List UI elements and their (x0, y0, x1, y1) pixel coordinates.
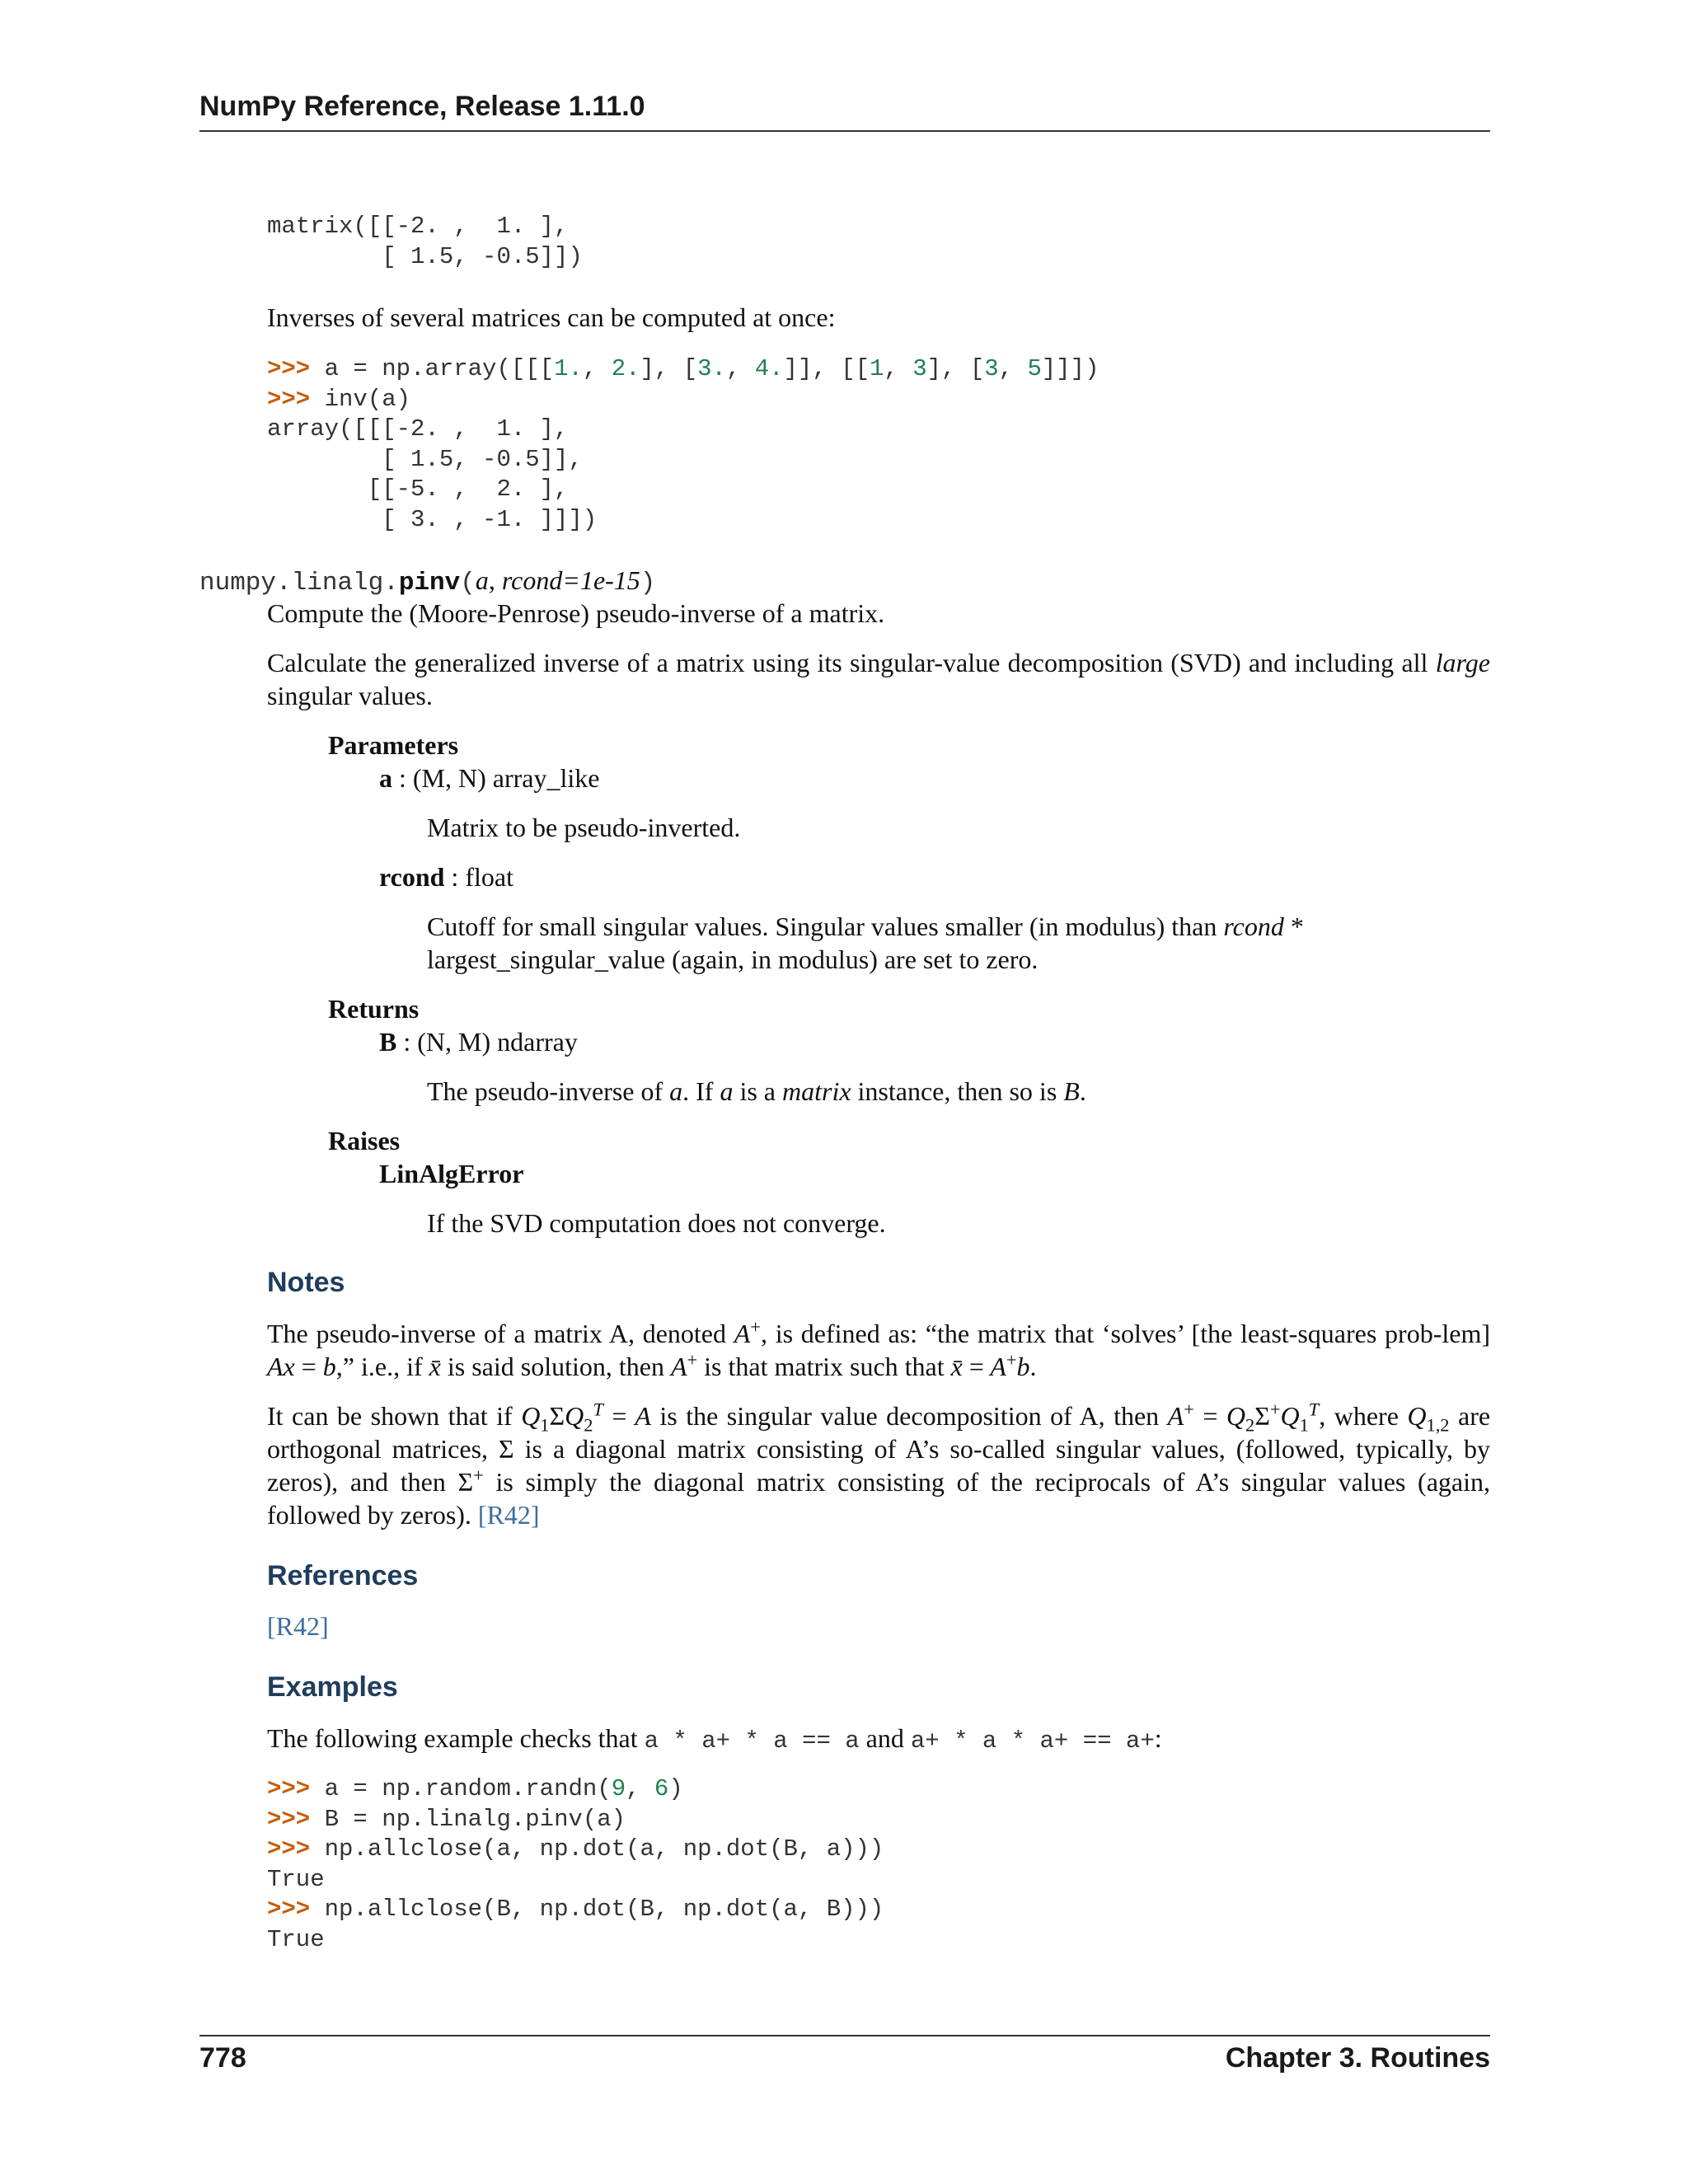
raises-error-description: If the SVD computation does not converge. (427, 1208, 886, 1238)
notes-paragraph-1: The pseudo-inverse of a matrix A, denoted A+, is defined as: “the matrix that ‘solves’ [the least-squares prob-lem] Ax = b,” i.e., if x̄ is said solution, then A+ is that matrix such that x̄ = A+b. (267, 1316, 1490, 1381)
reference-link-r42[interactable]: [R42] (267, 1611, 329, 1641)
code-output-line: True (267, 1925, 325, 1953)
raises-heading: Raises (328, 1126, 401, 1155)
param-a: a : (M, N) array_like (379, 763, 600, 793)
raises-error-name: LinAlgError (379, 1159, 524, 1188)
code-block-pinv-example: >>> a = np.random.randn(9, 6) >>> B = np.linalg.pinv(a) >>> np.allclose(a, np.dot(a, np.dot(B, a))) True >>> np.allclose(B, np.dot(B, np.dot(a, B))) True (267, 1775, 884, 1953)
param-rcond-description: Cutoff for small singular values. Singular values smaller (in modulus) than rcond * largest_singular_value (again, in modulus) are set to zero. (427, 912, 1304, 974)
footer-rule (199, 2035, 1490, 2036)
returns-heading: Returns (328, 994, 420, 1024)
code-block-inv-example: >>> a = np.array([[[1., 2.], [3., 4.]], [[1, 3], [3, 5]]]) >>> inv(a) array([[[-2. , 1. ], [ 1.5, -0.5]], [[-5. , 2. ], [ 3. , -1. ]]]) (267, 355, 1100, 533)
citation-link-r42[interactable]: [R42] (477, 1500, 540, 1530)
parameters-heading: Parameters (328, 730, 459, 760)
intro-paragraph: Inverses of several matrices can be computed at once: (267, 302, 836, 332)
header-rule (199, 130, 1490, 132)
code-output-line: [ 1.5, -0.5]], (267, 445, 583, 473)
reference-entry (267, 1610, 329, 1643)
code-output-line: [ 3. , -1. ]]]) (267, 505, 598, 533)
running-header-title: NumPy Reference, Release 1.11.0 (199, 91, 645, 122)
code-prompt: >>> (267, 1835, 311, 1863)
param-a-description: Matrix to be pseudo-inverted. (427, 813, 741, 842)
code-output-line: array([[[-2. , 1. ], (267, 415, 569, 443)
code-block-matrix-output (267, 212, 583, 272)
param-rcond: rcond : float (379, 862, 513, 892)
notes-paragraph-2: It can be shown that if $Q_1\Sigma Q_2^T = A$ is the singular value decomposition of A, then $A^+ = Q_2\Sigma^+Q_1^T$, where $Q_{1,2}$ are orthogonal matrices, Σ is a diagonal matrix consisting of A’s so-called singular values, (followed, typically, by zeros), and then Σ+ is simply the diagonal matrix consisting of the reciprocals of A’s singular values (again, followed by zeros). [R42] (267, 1399, 1491, 1530)
chapter-title: Chapter 3. Routines (1225, 2042, 1490, 2074)
return-b: B : (N, M) ndarray (379, 1027, 578, 1057)
code-prompt: >>> (267, 1896, 311, 1923)
code-prompt: >>> (267, 1775, 311, 1802)
function-description: Calculate the generalized inverse of a matrix using its singular-value decomposition (SVD) and including all large singular values. (267, 648, 1490, 710)
return-b-description: The pseudo-inverse of a. If a is a matrix instance, then so is B. (427, 1076, 1086, 1106)
code-output-line: True (267, 1865, 325, 1893)
code-line: matrix([[-2. , 1. ], (267, 213, 569, 240)
code-line: [ 1.5, -0.5]]) (267, 242, 583, 270)
examples-intro: The following example checks that a * a+ * a == a and a+ * a * a+ == a+: (267, 1723, 1162, 1755)
code-output-line: [[-5. , 2. ], (267, 476, 569, 503)
notes-heading: Notes (267, 1267, 345, 1298)
code-prompt: >>> (267, 355, 311, 382)
code-prompt: >>> (267, 1805, 311, 1833)
function-signature: numpy.linalg.pinv(a, rcond=1e-15) (199, 565, 656, 598)
page-number: 778 (199, 2042, 246, 2074)
function-name: pinv (398, 569, 461, 598)
references-heading: References (267, 1560, 419, 1591)
examples-heading: Examples (267, 1671, 398, 1703)
function-summary: Compute the (Moore-Penrose) pseudo-inverse of a matrix. (267, 598, 885, 628)
code-prompt: >>> (267, 385, 311, 413)
